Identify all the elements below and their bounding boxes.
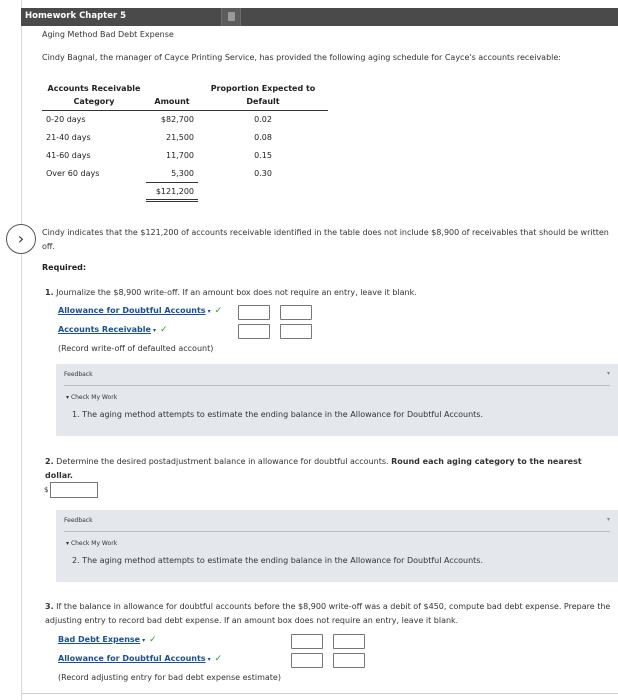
triangle-down-icon: ▾ [66,540,70,547]
feedback-title[interactable]: Feedback [64,371,93,378]
row-amount: $82,700 [160,115,194,125]
row-proportion: 0.15 [254,151,272,160]
row-proportion: 0.30 [254,169,272,178]
window-title: Homework Chapter 5 [25,11,127,21]
entry-note: (Record write-off of defaulted account) [58,344,214,353]
total-amount: $121,200 [146,183,198,201]
header-category: Accounts Receivable Category [42,82,146,111]
question-3 [45,600,615,628]
debit-input[interactable] [291,653,323,668]
chevron-down-icon[interactable]: ▾ [207,308,211,315]
entry-row-4 [58,654,222,668]
table-row [42,147,328,165]
triangle-down-icon: ▾ [66,394,70,401]
account-select-allowance[interactable]: Allowance for Doubtful Accounts [58,654,206,663]
table-row [42,129,328,147]
feedback-title[interactable]: Feedback [64,517,93,524]
row-category: 0-20 days [46,115,86,125]
allowance-balance-input[interactable] [50,482,98,498]
table-total-row [42,183,328,201]
row-amount: 21,500 [166,133,194,142]
question-text: Journalize the $8,900 write-off. If an amount box does not require an entry, leave it blank. [56,288,417,297]
divider [64,531,610,532]
account-select-receivable[interactable]: Accounts Receivable [58,325,151,334]
feedback-text: 1. The aging method attempts to estimate the ending balance in the Allowance for Doubtful Accounts. [72,410,484,419]
entry-note: (Record adjusting entry for bad debt expense estimate) [58,673,281,682]
row-proportion: 0.02 [254,115,272,125]
question-number: 1. [45,288,54,297]
check-icon: ✓ [149,635,157,645]
account-select-allowance[interactable]: Allowance for Doubtful Accounts [58,306,206,315]
check-icon: ✓ [159,325,168,335]
table-row [42,165,328,183]
feedback-text: 2. The aging method attempts to estimate the ending balance in the Allowance for Doubtful Accounts. [72,556,484,565]
question-text: Determine the desired postadjustment balance in allowance for doubtful accounts. [56,457,389,466]
credit-input[interactable] [333,653,365,668]
question-number: 3. [45,602,54,611]
check-my-work-toggle[interactable] [66,540,117,547]
debit-input[interactable] [238,305,270,320]
credit-input[interactable] [333,634,365,649]
header-proportion: Proportion Expected to Default [198,82,328,111]
divider [64,385,610,386]
chevron-down-icon[interactable]: ▾ [142,637,146,644]
chevron-down-icon[interactable]: ▾ [207,656,211,663]
divider [22,693,618,694]
question-bold-text: Round each aging category to the nearest dollar. [45,457,582,480]
entry-row-2 [58,325,168,339]
table-row [42,111,328,129]
header-amount: Amount [146,82,198,111]
row-category: Over 60 days [46,169,100,178]
question-1 [45,286,615,300]
row-category: 21-40 days [46,133,91,142]
credit-input[interactable] [280,324,312,339]
row-proportion: 0.08 [254,133,272,142]
check-icon: ✓ [214,306,223,316]
check-my-work-label: Check My Work [70,540,118,547]
expand-nav-button[interactable] [6,224,36,254]
left-rail [0,0,25,700]
question-number: 2. [45,457,54,466]
account-select-bad-debt[interactable]: Bad Debt Expense [58,635,141,644]
row-amount: 5,300 [171,168,194,178]
required-label: Required: [42,263,87,272]
problem-subtitle: Aging Method Bad Debt Expense [42,30,174,39]
chevron-down-icon[interactable]: ▾ [606,516,610,523]
chevron-down-icon[interactable]: ▾ [152,327,156,334]
credit-input[interactable] [280,305,312,320]
check-icon: ✓ [214,654,223,664]
title-bar [21,8,618,26]
question-2 [45,455,605,483]
debit-input[interactable] [238,324,270,339]
feedback-panel-1 [56,364,618,436]
aging-schedule-table [42,82,328,202]
currency-symbol: $ [44,486,49,494]
check-my-work-label: Check My Work [70,394,118,401]
writeoff-paragraph: Cindy indicates that the $121,200 of accounts receivable identified in the table does not include $8,900 of receivables that should be written off. [42,228,609,251]
problem-intro: Cindy Bagnal, the manager of Cayce Printing Service, has provided the following aging schedule for Cayce's accounts receivable: [42,53,561,62]
chevron-right-icon: › [17,229,25,248]
row-amount: 11,700 [166,151,194,160]
row-category: 41-60 days [46,151,91,160]
check-my-work-toggle[interactable] [66,394,117,401]
entry-row-1 [58,306,222,320]
entry-row-3 [58,635,157,649]
ebook-icon[interactable] [221,8,241,26]
question-text: If the balance in allowance for doubtful accounts before the $8,900 write-off was a debit of $450, compute bad debt expense. Prepare the adjusting entry to record bad debt expense. If an amount box does not require an entry, leave it blank. [45,602,611,625]
chevron-down-icon[interactable]: ▾ [606,370,610,377]
debit-input[interactable] [291,634,323,649]
feedback-panel-2 [56,510,618,582]
